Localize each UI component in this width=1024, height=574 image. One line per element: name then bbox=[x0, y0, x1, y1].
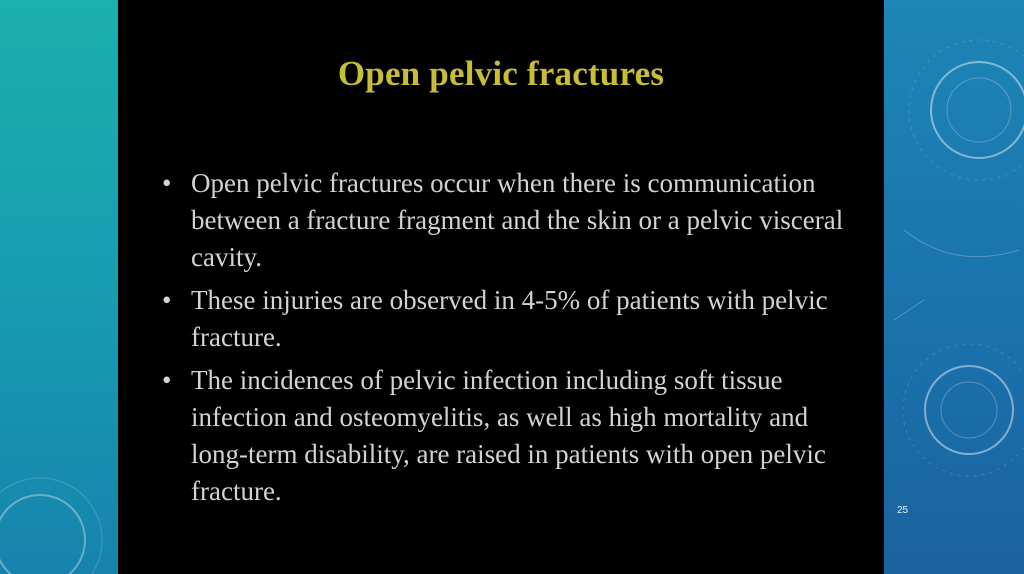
slide-content bbox=[118, 0, 884, 574]
bullet-item bbox=[160, 165, 860, 276]
bullet-item bbox=[160, 282, 860, 356]
left-background-panel bbox=[0, 0, 118, 574]
page-number: 25 bbox=[897, 505, 909, 516]
bullet-text: The incidences of pelvic infection including soft tissue infection and osteomyelitis, as well as high mortality and long-term disability, are raised in patients with open pelvic fracture. bbox=[191, 365, 826, 506]
bullet-marker: • bbox=[162, 365, 172, 395]
bullet-marker: • bbox=[162, 285, 172, 315]
bullet-item bbox=[160, 362, 860, 510]
bullet-marker: • bbox=[162, 168, 172, 198]
bullet-text: These injuries are observed in 4-5% of patients with pelvic fracture. bbox=[191, 285, 828, 352]
bullet-text: Open pelvic fractures occur when there is communication between a fracture fragment and the skin or a pelvic visceral cavity. bbox=[191, 168, 844, 272]
right-decorative-circles bbox=[884, 0, 1024, 574]
right-background-panel bbox=[884, 0, 1024, 574]
bullet-list bbox=[160, 165, 860, 516]
slide-title: Open pelvic fractures bbox=[337, 54, 665, 93]
left-decorative-circles bbox=[0, 0, 118, 574]
